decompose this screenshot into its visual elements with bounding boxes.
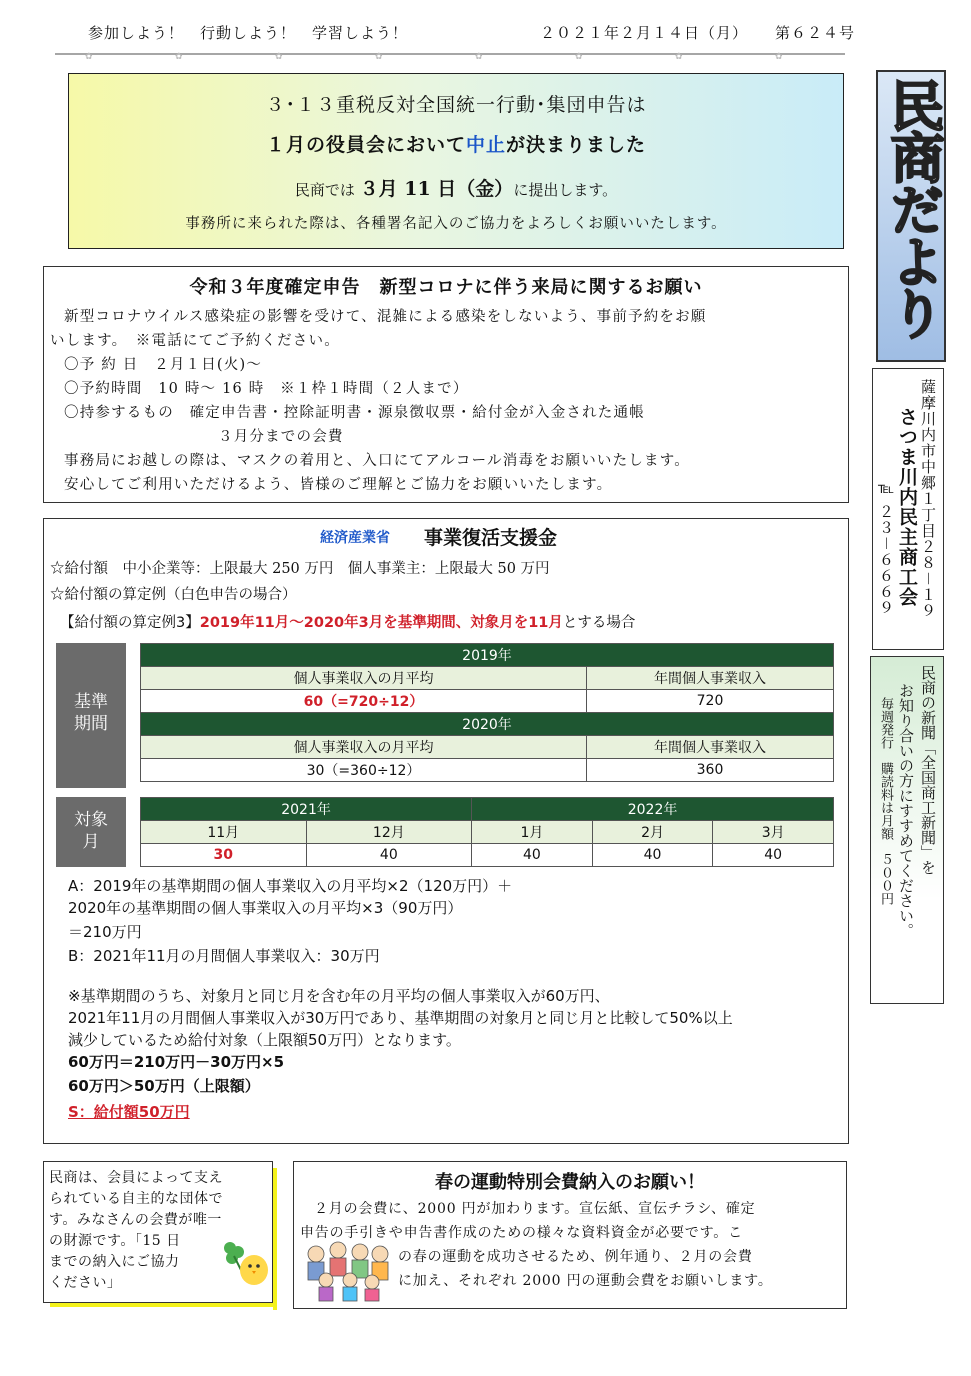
masthead [876,70,946,362]
target-month-label [56,797,126,867]
member-line6: ください」 [49,1275,122,1291]
note-line2: 2021年11月の月間個人事業収入が30万円であり、基準期間の対象月と同じ月と比較して50%以上 [68,1009,733,1027]
year-2020: 2020年 [141,713,834,736]
target-month-table [140,797,834,867]
subsidy-amount: ☆給付額 中小企業等：上限最大 250 万円 個人事業主：上限最大 50 万円 [50,561,550,577]
notice-line3-a: 民商では [294,181,360,199]
member-line2: られている自主的な団体で [49,1191,223,1207]
svg-text:✿: ✿ [475,52,483,60]
value-feb: 40 [592,844,713,867]
chick-clover-icon [220,1238,270,1288]
newspaper-promo [870,656,944,1004]
month-jan: 1月 [472,821,593,844]
subsidy-case [60,611,635,632]
corona-p4: 安心してご利用いただけるよう、皆様のご理解とご協力をお願いいたします。 [64,477,613,493]
subsidy-example-title: ☆給付額の算定例（白色申告の場合） [50,587,297,603]
notice-cancelled: 中止 [465,134,506,156]
header-issue: 第６２４号 [775,24,856,42]
case-suffix: とする場合 [562,615,636,631]
corona-section [43,266,849,503]
national-action-notice [68,73,844,249]
header-divider [55,50,845,60]
svg-text:✿: ✿ [675,52,683,60]
notice-date: ３月 11 日（金） [359,178,514,200]
member-box-shadow-bottom [50,1303,277,1307]
paper-line2: お知り合いの方にすすめてください。 [897,683,915,938]
svg-text:✿: ✿ [375,52,383,60]
value-mar: 40 [713,844,834,867]
col-annual-2019: 年間個人事業収入 [587,667,834,690]
masthead-title: 民商だより [882,78,945,338]
base-period-table [140,643,834,782]
header-slogans: 参加しよう！ 行動しよう！ 学習しよう！ [88,24,409,42]
formula-1: 60万円＝210万円－30万円×5 [68,1053,285,1071]
notice-line1: ３･１３重税反対全国統一行動･集団申告は [265,94,647,116]
formula-2: 60万円＞50万円（上限額） [68,1077,260,1095]
val-annual-2019: 720 [587,690,834,713]
svg-text:✿: ✿ [275,52,283,60]
svg-text:✿: ✿ [575,52,583,60]
month-mar: 3月 [713,821,834,844]
note-line3: 減少しているため給付対象（上限額50万円）となります。 [68,1031,461,1049]
spring-line4: に加え、それぞれ 2000 円の運動会費をお願いします。 [398,1273,773,1289]
paper-line1: 民商の新聞「全国商工新聞」を [919,665,937,875]
target-month-label-text: 対象 月 [74,810,108,852]
member-line1: 民商は、会員によって支え [49,1170,223,1186]
svg-text:✿: ✿ [175,52,183,60]
value-nov: 30 [141,844,307,867]
spring-line3: の春の運動を成功させるため、例年通り、２月の会費 [398,1249,753,1265]
calc-a1: A：2019年の基準期間の個人事業収入の月平均×2（120万円）＋ [68,877,513,895]
spring-line2: 申告の手引きや申告書作成のための様々な資料資金が必要です。こ [300,1225,743,1241]
address-text: 薩摩川内市中郷１丁目２８－１９ [919,379,937,620]
value-jan: 40 [472,844,593,867]
spring-title: 春の運動特別会費納入のお願い！ [435,1172,705,1193]
subsidy-title: 事業復活支援金 [424,527,558,549]
header-date: ２０２１年２月１４日（月） [540,24,749,42]
year-2022: 2022年 [472,798,834,821]
subsidy-result: S：給付額50万円 [68,1103,190,1121]
member-dues-box [43,1161,273,1303]
calc-b: B：2021年11月の月間個人事業収入：30万円 [68,947,380,965]
corona-item-date: 〇予 約 日 ２月１日(火)～ [64,357,263,373]
month-feb: 2月 [592,821,713,844]
corona-item-time: 〇予約時間 10 時～ 16 時 ※１枠１時間（２人まで） [64,381,469,397]
col-avg-2019: 個人事業収入の月平均 [141,667,587,690]
notice-line4: 事務所に来られた際は、各種署名記入のご協力をよろしくお願いいたします。 [185,216,727,232]
people-group-icon [302,1240,394,1302]
base-period-label [56,643,126,788]
val-annual-2020: 360 [587,759,834,782]
corona-p3: 事務局にお越しの際は、マスクの着用と、入口にてアルコール消毒をお願いいたします。 [64,453,690,469]
address-box [872,368,944,650]
member-line4: の財源です。「15 日 [49,1233,181,1249]
member-text [49,1168,223,1294]
calc-a2: 2020年の基準期間の個人事業収入の月平均×3（90万円） [68,899,463,917]
corona-item-bring: 〇持参するもの 確定申告書・控除証明書・源泉徴収票・給付金が入金された通帳 [64,405,645,421]
org-tel: ℡ ２３－６６６９ [877,479,895,616]
base-period-label-text: 基準 期間 [74,692,108,734]
subsidy-ministry: 経済産業省 [320,530,390,546]
notice-line2 [69,130,843,157]
notice-line2-c: が決まりました [506,134,647,156]
corona-p2: いします。 ※電話にてご予約ください。 [50,333,340,349]
subsidy-section [43,518,849,1144]
paper-line3: 毎週発行 購読料は月額 ５００円 [878,697,893,905]
note-line1: ※基準期間のうち、対象月と同じ月を含む年の月平均の個人事業収入が60万円、 [68,987,610,1005]
case-label: 【給付額の算定例3】 [60,615,200,631]
member-line5: までの納入にご協力 [49,1254,180,1270]
spring-line1: ２月の会費に、2000 円が加わります。宣伝紙、宣伝チラシ、確定 [314,1201,756,1217]
year-2021: 2021年 [141,798,472,821]
corona-p1: 新型コロナウイルス感染症の影響を受けて、混雑による感染をしないよう、事前予約をお願 [64,309,707,325]
case-period: 2019年11月～2020年3月を基準期間、対象月を11月 [199,615,563,631]
year-2019: 2019年 [141,644,834,667]
org-name: さつま川内民主商工会 [896,407,918,607]
val-avg-2019: 60（=720÷12） [141,690,587,713]
notice-line3 [69,174,843,201]
corona-title: 令和３年度確定申告 新型コロナに伴う来局に関するお願い [189,277,703,298]
calc-a3: ＝210万円 [68,923,142,941]
svg-text:✿: ✿ [85,52,93,60]
val-avg-2020: 30（=360÷12） [141,759,587,782]
corona-item-bring2: ３月分までの会費 [218,429,344,445]
member-box-shadow [273,1168,277,1310]
notice-line2-a: １月の役員会において [265,134,466,156]
col-avg-2020: 個人事業収入の月平均 [141,736,587,759]
member-line3: す。みなさんの会費が唯一 [49,1212,222,1228]
notice-line3-c: に提出します。 [513,181,618,199]
svg-text:✿: ✿ [775,52,783,60]
month-nov: 11月 [141,821,307,844]
col-annual-2020: 年間個人事業収入 [587,736,834,759]
month-dec: 12月 [306,821,472,844]
value-dec: 40 [306,844,472,867]
spring-dues-box [293,1161,847,1309]
